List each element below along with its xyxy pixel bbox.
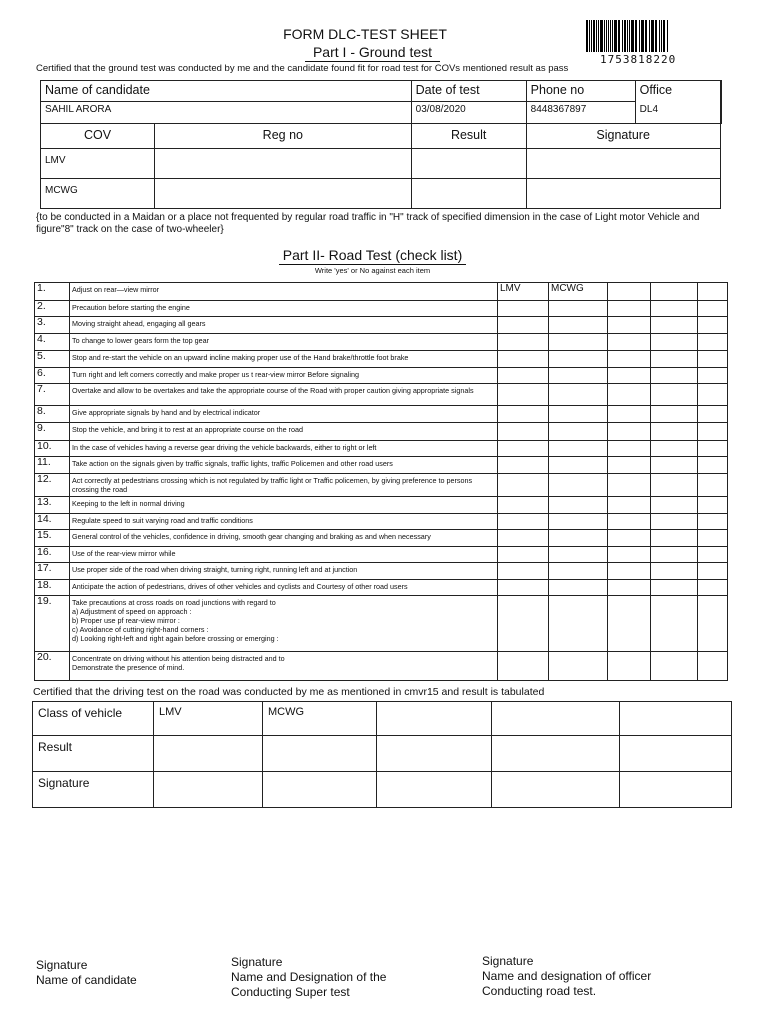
officer-signature-block (482, 954, 651, 999)
checklist-answer-cell[interactable] (549, 563, 608, 580)
checklist-row (35, 547, 728, 563)
checklist-answer-cell[interactable] (608, 514, 651, 530)
checklist-answer-cell[interactable] (651, 474, 698, 497)
checklist-answer-cell[interactable] (698, 652, 728, 681)
checklist-answer-cell[interactable] (498, 384, 549, 406)
super-test-designation-label: Name and Designation of the (231, 970, 387, 984)
checklist-answer-cell[interactable] (498, 334, 549, 351)
checklist-item-line: General control of the vehicles, confidence in driving, smooth gear changing and braking as and when necessary (72, 532, 431, 541)
col-result: Result (411, 124, 526, 149)
checklist-answer-cell[interactable] (608, 351, 651, 368)
barcode-number: 1753818220 (600, 53, 677, 66)
checklist-item-line: Moving straight ahead, engaging all gears (72, 319, 206, 328)
checklist-answer-cell[interactable] (698, 423, 728, 441)
ground-test-table (40, 80, 722, 209)
checklist-row (35, 514, 728, 530)
checklist-item-text (70, 474, 498, 497)
checklist-answer-cell[interactable] (698, 351, 728, 368)
checklist-answer-cell[interactable] (651, 457, 698, 474)
checklist-answer-cell[interactable] (498, 368, 549, 384)
signature-extra-3[interactable] (620, 772, 732, 808)
checklist-answer-cell[interactable] (608, 457, 651, 474)
col-mcwg-header: MCWG (549, 283, 608, 301)
checklist-answer-cell[interactable] (498, 474, 549, 497)
checklist-item-text (70, 368, 498, 384)
checklist-item-line: Use proper side of the road when driving straight, turning right, running left and at junction (72, 565, 358, 574)
label-signature: Signature (33, 772, 154, 808)
checklist-item-text (70, 301, 498, 317)
checklist-answer-cell[interactable] (698, 530, 728, 547)
checklist-answer-cell[interactable] (549, 652, 608, 681)
checklist-item-number: 9. (35, 423, 70, 441)
checklist-answer-cell[interactable] (549, 530, 608, 547)
part2-subtitle: Write 'yes' or No against each item (314, 266, 431, 275)
checklist-item-line: Stop the vehicle, and bring it to rest at an appropriate course on the road (72, 425, 303, 434)
checklist-row (35, 301, 728, 317)
checklist-answer-cell[interactable] (498, 457, 549, 474)
checklist-row (35, 406, 728, 423)
checklist-answer-cell[interactable] (698, 406, 728, 423)
checklist-answer-cell[interactable] (608, 547, 651, 563)
checklist-item-number: 1. (35, 283, 70, 301)
checklist-item-text (70, 317, 498, 334)
checklist-answer-cell[interactable] (698, 497, 728, 514)
checklist-answer-cell[interactable] (651, 547, 698, 563)
class-mcwg: MCWG (263, 702, 377, 736)
lmv-reg-no-cell[interactable] (155, 149, 412, 179)
checklist-answer-cell[interactable] (549, 351, 608, 368)
candidate-name-label: Name of candidate (36, 973, 137, 987)
checklist-item-number: 15. (35, 530, 70, 547)
checklist-answer-cell[interactable] (651, 441, 698, 457)
checklist-answer-cell[interactable] (549, 423, 608, 441)
super-test-signature-block (231, 955, 386, 1000)
checklist-item-line: In the case of vehicles having a reverse gear driving the vehicle backwards, either to right or left (72, 443, 377, 452)
checklist-item-line: Take action on the signals given by traffic signals, traffic lights, traffic Policemen and other road users (72, 459, 393, 468)
checklist-row (35, 384, 728, 406)
checklist-item-text (70, 596, 498, 652)
checklist-item-line: Concentrate on driving without his attention being distracted and to (72, 654, 285, 663)
checklist-answer-cell[interactable] (651, 334, 698, 351)
super-test-signature-label: Signature (231, 955, 283, 969)
checklist-answer-cell[interactable] (608, 317, 651, 334)
checklist-row (35, 441, 728, 457)
checklist-answer-cell[interactable] (651, 530, 698, 547)
road-test-checklist (34, 282, 728, 681)
form-title: FORM DLC-TEST SHEET (283, 26, 447, 42)
checklist-answer-cell[interactable] (698, 283, 728, 301)
checklist-item-text (70, 283, 498, 301)
checklist-answer-cell[interactable] (549, 474, 608, 497)
checklist-answer-cell[interactable] (498, 441, 549, 457)
checklist-answer-cell[interactable] (651, 406, 698, 423)
checklist-row (35, 497, 728, 514)
checklist-answer-cell[interactable] (651, 351, 698, 368)
checklist-row (35, 652, 728, 681)
class-extra-3[interactable] (620, 702, 732, 736)
checklist-answer-cell[interactable] (498, 547, 549, 563)
candidate-signature-block (36, 958, 137, 988)
checklist-row (35, 580, 728, 596)
checklist-answer-cell[interactable] (549, 334, 608, 351)
label-name-of-candidate: Name of candidate (41, 81, 412, 102)
candidate-name: SAHIL ARORA (41, 102, 412, 124)
checklist-answer-cell[interactable] (498, 563, 549, 580)
super-test-conducting-label: Conducting Super test (231, 985, 350, 999)
checklist-answer-cell[interactable] (549, 596, 608, 652)
label-office: Office (635, 81, 720, 102)
checklist-answer-cell[interactable] (549, 317, 608, 334)
checklist-item-number: 17. (35, 563, 70, 580)
signature-lmv-cell[interactable] (154, 772, 263, 808)
checklist-row (35, 334, 728, 351)
candidate-signature-label: Signature (36, 958, 88, 972)
checklist-answer-cell[interactable] (608, 384, 651, 406)
checklist-row (35, 563, 728, 580)
test-date: 03/08/2020 (411, 102, 526, 124)
checklist-answer-cell[interactable] (651, 283, 698, 301)
checklist-answer-cell[interactable] (651, 301, 698, 317)
checklist-answer-cell[interactable] (651, 580, 698, 596)
checklist-answer-cell[interactable] (608, 474, 651, 497)
checklist-answer-cell[interactable] (498, 351, 549, 368)
road-test-certification: Certified that the driving test on the road was conducted by me as mentioned in cmvr15 and result is tabulated (33, 686, 545, 698)
checklist-item-line: Regulate speed to suit varying road and traffic conditions (72, 516, 253, 525)
checklist-answer-cell[interactable] (698, 596, 728, 652)
officer-signature-label: Signature (482, 954, 534, 968)
checklist-row (35, 368, 728, 384)
checklist-item-text (70, 530, 498, 547)
part2-title: Part II- Road Test (check list) (270, 247, 475, 263)
checklist-answer-cell[interactable] (698, 441, 728, 457)
row-lmv: LMV (41, 149, 155, 179)
checklist-answer-cell[interactable] (698, 301, 728, 317)
checklist-answer-cell[interactable] (498, 497, 549, 514)
office-code: DL4 (635, 102, 720, 124)
checklist-answer-cell[interactable] (498, 406, 549, 423)
checklist-item-text (70, 423, 498, 441)
result-extra-2[interactable] (492, 736, 620, 772)
result-extra-3[interactable] (620, 736, 732, 772)
checklist-row (35, 596, 728, 652)
checklist-answer-cell[interactable] (549, 580, 608, 596)
checklist-answer-cell[interactable] (549, 514, 608, 530)
checklist-item-text (70, 497, 498, 514)
checklist-item-line: Adjust on rear—view mirror (72, 285, 160, 294)
checklist-answer-cell[interactable] (498, 301, 549, 317)
checklist-answer-cell[interactable] (498, 514, 549, 530)
checklist-answer-cell[interactable] (698, 334, 728, 351)
signature-mcwg-cell[interactable] (263, 772, 377, 808)
checklist-answer-cell[interactable] (651, 497, 698, 514)
checklist-answer-cell[interactable] (608, 596, 651, 652)
checklist-item-number: 13. (35, 497, 70, 514)
checklist-answer-cell[interactable] (549, 497, 608, 514)
checklist-answer-cell[interactable] (549, 301, 608, 317)
checklist-row (35, 474, 728, 497)
checklist-item-line: Stop and re-start the vehicle on an upward incline making proper use of the Hand brake/throttle foot brake (72, 353, 409, 362)
checklist-item-number: 14. (35, 514, 70, 530)
checklist-answer-cell[interactable] (698, 317, 728, 334)
checklist-answer-cell[interactable] (651, 596, 698, 652)
label-class-of-vehicle: Class of vehicle (33, 702, 154, 736)
checklist-item-number: 6. (35, 368, 70, 384)
class-extra-2[interactable] (492, 702, 620, 736)
checklist-answer-cell[interactable] (651, 514, 698, 530)
checklist-row (35, 351, 728, 368)
col-signature: Signature (526, 124, 720, 149)
checklist-item-line: Act correctly at pedestrians crossing which is not regulated by traffic light or Traffic policemen, by giving preference to persons crossing the road (72, 476, 473, 494)
checklist-answer-cell[interactable] (651, 652, 698, 681)
checklist-answer-cell[interactable] (608, 368, 651, 384)
result-mcwg-cell[interactable] (263, 736, 377, 772)
checklist-answer-cell[interactable] (651, 384, 698, 406)
checklist-answer-cell[interactable] (608, 563, 651, 580)
checklist-answer-cell[interactable] (549, 384, 608, 406)
checklist-answer-cell[interactable] (698, 457, 728, 474)
checklist-answer-cell[interactable] (651, 317, 698, 334)
checklist-answer-cell[interactable] (651, 368, 698, 384)
checklist-item-line: Keeping to the left in normal driving (72, 499, 185, 508)
checklist-answer-cell[interactable] (608, 301, 651, 317)
checklist-item-number: 11. (35, 457, 70, 474)
label-result: Result (33, 736, 154, 772)
result-extra-1[interactable] (377, 736, 492, 772)
checklist-item-number: 2. (35, 301, 70, 317)
result-lmv-cell[interactable] (154, 736, 263, 772)
label-date-of-test: Date of test (411, 81, 526, 102)
checklist-answer-cell[interactable] (498, 652, 549, 681)
col-cov: COV (41, 124, 155, 149)
part1-title: Part I - Ground test (290, 44, 455, 60)
checklist-item-line: a) Adjustment of speed on approach : (72, 607, 192, 616)
class-extra-1[interactable] (377, 702, 492, 736)
label-phone-no: Phone no (526, 81, 635, 102)
checklist-item-line: Overtake and allow to be overtakes and take the appropriate course of the Road with proper caution giving appropriate signals (72, 386, 474, 395)
checklist-answer-cell[interactable] (698, 563, 728, 580)
checklist-answer-cell[interactable] (549, 441, 608, 457)
checklist-item-number: 8. (35, 406, 70, 423)
checklist-item-text (70, 384, 498, 406)
checklist-answer-cell[interactable] (698, 368, 728, 384)
checklist-item-number: 3. (35, 317, 70, 334)
checklist-answer-cell[interactable] (498, 317, 549, 334)
checklist-answer-cell[interactable] (549, 368, 608, 384)
checklist-answer-cell[interactable] (698, 474, 728, 497)
checklist-item-number: 20. (35, 652, 70, 681)
checklist-answer-cell[interactable] (498, 580, 549, 596)
officer-conducting-label: Conducting road test. (482, 984, 597, 998)
checklist-item-text (70, 406, 498, 423)
checklist-item-number: 10. (35, 441, 70, 457)
checklist-item-line: Turn right and left corners correctly and make proper us t rear-view mirror Before signaling (72, 370, 359, 379)
lmv-result-cell[interactable] (411, 149, 526, 179)
checklist-row (35, 423, 728, 441)
lmv-signature-cell[interactable] (526, 149, 720, 179)
checklist-row (35, 530, 728, 547)
ground-test-certification: Certified that the ground test was conducted by me and the candidate found fit for road test for COVs mentioned result as pass (36, 63, 569, 74)
checklist-answer-cell[interactable] (698, 514, 728, 530)
barcode (586, 20, 669, 52)
checklist-row (35, 317, 728, 334)
checklist-answer-cell[interactable] (498, 423, 549, 441)
phone-number: 8448367897 (526, 102, 635, 124)
checklist-answer-cell[interactable] (549, 547, 608, 563)
checklist-item-number: 5. (35, 351, 70, 368)
checklist-item-text (70, 334, 498, 351)
checklist-answer-cell[interactable] (608, 497, 651, 514)
checklist-answer-cell[interactable] (608, 423, 651, 441)
checklist-answer-cell[interactable] (549, 457, 608, 474)
checklist-answer-cell[interactable] (608, 406, 651, 423)
checklist-item-line: Use of the rear-view mirror while (72, 549, 176, 558)
checklist-item-number: 18. (35, 580, 70, 596)
checklist-answer-cell[interactable] (698, 547, 728, 563)
checklist-answer-cell[interactable] (549, 406, 608, 423)
result-table (32, 701, 732, 808)
checklist-row (35, 457, 728, 474)
col-reg-no: Reg no (155, 124, 412, 149)
checklist-answer-cell[interactable] (608, 530, 651, 547)
row-mcwg: MCWG (41, 179, 155, 209)
mcwg-signature-cell[interactable] (526, 179, 720, 209)
checklist-item-line: To change to lower gears form the top gear (72, 336, 210, 345)
signature-extra-1[interactable] (377, 772, 492, 808)
checklist-item-text (70, 514, 498, 530)
checklist-item-line: Give appropriate signals by hand and by electrical indicator (72, 408, 261, 417)
signature-extra-2[interactable] (492, 772, 620, 808)
checklist-item-number: 7. (35, 384, 70, 406)
checklist-item-text (70, 441, 498, 457)
checklist-item-line: Take precautions at cross roads on road junctions with regard to (72, 598, 276, 607)
checklist-item-line: Demonstrate the presence of mind. (72, 663, 185, 672)
checklist-item-text (70, 457, 498, 474)
checklist-answer-cell[interactable] (498, 530, 549, 547)
mcwg-result-cell[interactable] (411, 179, 526, 209)
mcwg-reg-no-cell[interactable] (155, 179, 412, 209)
checklist-item-number: 19. (35, 596, 70, 652)
barcode-bar (668, 20, 669, 52)
checklist-answer-cell[interactable] (651, 423, 698, 441)
checklist-item-line: Precaution before starting the engine (72, 303, 190, 312)
checklist-answer-cell[interactable] (608, 283, 651, 301)
checklist-answer-cell[interactable] (651, 563, 698, 580)
checklist-item-text (70, 580, 498, 596)
checklist-item-line: c) Avoidance of cutting right-hand corners : (72, 625, 209, 634)
checklist-item-text (70, 652, 498, 681)
checklist-answer-cell[interactable] (698, 580, 728, 596)
checklist-item-number: 16. (35, 547, 70, 563)
checklist-item-text (70, 351, 498, 368)
checklist-answer-cell[interactable] (608, 334, 651, 351)
checklist-answer-cell[interactable] (608, 441, 651, 457)
checklist-item-number: 4. (35, 334, 70, 351)
checklist-item-line: Anticipate the action of pedestrians, drives of other vehicles and cyclists and Courtesy of other road users (72, 582, 408, 591)
checklist-answer-cell[interactable] (698, 384, 728, 406)
ground-test-note: {to be conducted in a Maidan or a place not frequented by regular road traffic in "H" track of specified dimension in the case of Light motor Vehicle and figure"8" track on the case of two-wheeler} (36, 212, 700, 235)
checklist-item-text (70, 547, 498, 563)
checklist-item-line: d) Looking right-left and right again before crossing or emerging : (72, 634, 279, 643)
col-lmv-header: LMV (498, 283, 549, 301)
checklist-row (35, 283, 728, 301)
checklist-item-line: b) Proper use pf rear-view mirror : (72, 616, 180, 625)
officer-designation-label: Name and designation of officer (482, 969, 652, 983)
checklist-answer-cell[interactable] (608, 652, 651, 681)
checklist-item-number: 12. (35, 474, 70, 497)
checklist-answer-cell[interactable] (608, 580, 651, 596)
checklist-answer-cell[interactable] (498, 596, 549, 652)
checklist-item-text (70, 563, 498, 580)
class-lmv: LMV (154, 702, 263, 736)
